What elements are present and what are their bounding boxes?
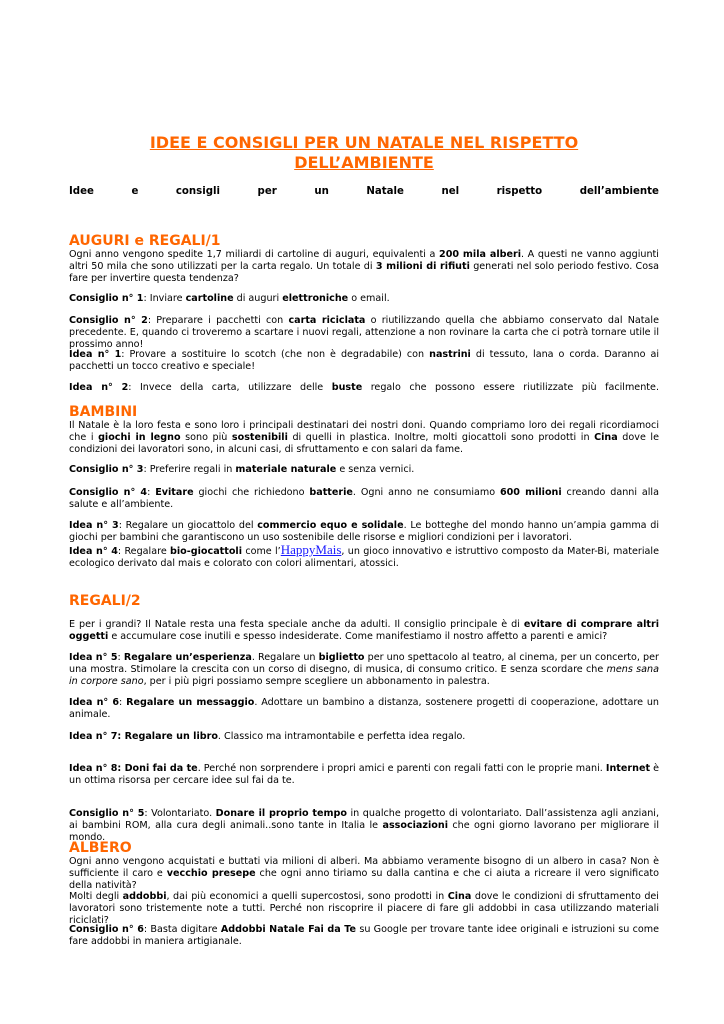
section-heading-bambini: BAMBINI [69, 404, 138, 420]
section-heading-auguri: AUGURI e REGALI/1 [69, 233, 221, 249]
subtitle-word: dell’ambiente [579, 186, 659, 197]
paragraph-consiglio-4: Consiglio n° 4: Evitare giochi che richiedono batterie. Ogni anno ne consumiamo 600 milioni creando danni alla salute e all’ambiente. [69, 487, 659, 510]
happymais-link[interactable]: HappyMais [280, 542, 342, 557]
paragraph-auguri-intro: Ogni anno vengono spedite 1,7 miliardi di cartoline di auguri, equivalenti a 200 mila alberi. A questi ne vanno aggiunti altri 50 mila che sono utilizzati per la carta regalo. Un totale di 3 milioni di rifiuti generati nel solo periodo festivo. Cosa fare per invertire questa tendenza? [69, 249, 659, 284]
paragraph-consiglio-5: Consiglio n° 5: Volontariato. Donare il proprio tempo in qualche progetto di volontariato. Dall’assistenza agli anziani, ai bambini ROM, alla cura degli animali..sono tante in Italia le associazioni che ogni giorno lavorano per migliorare il mondo. [69, 808, 660, 843]
document-title [69, 133, 659, 173]
paragraph-regali2-intro: E per i grandi? Il Natale resta una festa speciale anche da adulti. Il consiglio principale è di evitare di comprare altri oggetti e accumulare cose inutili e spesso indesiderate. Come manifestiamo il nostro affetto a parenti e amici? [69, 619, 660, 642]
paragraph-bambini-intro: Il Natale è la loro festa e sono loro i principali destinatari dei nostri doni. Quando compriamo loro dei regali ricordiamoci che i giochi in legno sono più sostenibili di quelli in plastica. Inoltre, molti giocattoli sono prodotti in Cina dove le condizioni dei lavoratori sono, in alcuni casi, di sfruttamento e con salari da fame. [69, 420, 659, 455]
subtitle-word: per [257, 186, 277, 197]
paragraph-consiglio-6: Consiglio n° 6: Basta digitare Addobbi Natale Fai da Te su Google per trovare tante idee originali e istruzioni su come fare addobbi in maniera artigianale. [69, 924, 659, 947]
subtitle-word: nel [441, 186, 460, 197]
paragraph-idea-8: Idea n° 8: Doni fai da te. Perché non sorprendere i propri amici e parenti con regali fatti con le proprie mani. Internet è un ottima risorsa per cercare idee sul fai da te. [69, 763, 660, 786]
paragraph-albero-intro: Ogni anno vengono acquistati e buttati via milioni di alberi. Ma abbiamo veramente bisogno di un albero in casa? Non è sufficiente il caro e vecchio presepe che ogni anno tiriamo su dalla cantina e che ci aiuta a ricreare il vero significato della natività? Molti degli addobbi, dai più economici a quelli supercostosi, sono prodotti in Cina dove le condizioni di sfruttamento dei lavoratori sono tristemente note a tutti. Perché non riscoprire il piacere di fare gli addobbi in casa utilizzando materiali riciclati? [69, 856, 659, 926]
subtitle-word: un [314, 186, 329, 197]
paragraph-consiglio-3: Consiglio n° 3: Preferire regali in materiale naturale e senza vernici. [69, 464, 415, 475]
title-line-2: DELL’AMBIENTE [294, 153, 434, 172]
section-heading-regali2: REGALI/2 [69, 593, 141, 609]
paragraph-idea-2: Idea n° 2: Invece della carta, utilizzare delle buste regalo che possono essere riutilizzate più facilmente. [69, 382, 659, 393]
paragraph-consiglio-2: Consiglio n° 2: Preparare i pacchetti con carta riciclata o riutilizzando quella che abbiamo conservato dal Natale precedente. E, quando ci troveremo a scartare i nuovi regali, attenzione a non rovinare la carta che ci potrà tornare utile il prossimo anno! [69, 315, 659, 350]
paragraph-idea-5: Idea n° 5: Regalare un’esperienza. Regalare un biglietto per uno spettacolo al teatro, al cinema, per un concerto, per una mostra. Stimolare la crescita con un corso di disegno, di musica, di consumo critico. E senza scordare che mens sana in corpore sano, per i più pigri possiamo sempre scegliere un abbonamento in palestra. [69, 652, 659, 687]
paragraph-consiglio-1: Consiglio n° 1: Inviare cartoline di auguri elettroniche o email. [69, 293, 390, 304]
document-subtitle [69, 186, 659, 197]
paragraph-idea-4: Idea n° 4: Regalare bio-giocattoli come l’HappyMais, un gioco innovativo e istruttivo composto da Mater-Bi, materiale ecologico derivato dal mais e colorato con colori alimentari, atossici. [69, 542, 659, 569]
paragraph-idea-1: Idea n° 1: Provare a sostituire lo scotch (che non è degradabile) con nastrini di tessuto, lana o corda. Daranno ai pacchetti un tocco creativo e speciale! [69, 349, 659, 372]
subtitle-word: e [131, 186, 139, 197]
paragraph-idea-7: Idea n° 7: Regalare un libro. Classico ma intramontabile e perfetta idea regalo. [69, 731, 466, 742]
subtitle-word: Idee [69, 186, 94, 197]
subtitle-word: consigli [175, 186, 221, 197]
subtitle-word: Natale [366, 186, 404, 197]
title-line-1: IDEE E CONSIGLI PER UN NATALE NEL RISPETTO [149, 133, 579, 152]
subtitle-word: rispetto [496, 186, 543, 197]
paragraph-idea-6: Idea n° 6: Regalare un messaggio. Adottare un bambino a distanza, sostenere progetti di cooperazione, adottare un animale. [69, 697, 659, 720]
paragraph-idea-3: Idea n° 3: Regalare un giocattolo del commercio equo e solidale. Le botteghe del mondo hanno un’ampia gamma di giochi per bambini che garantiscono un uso sostenibile delle risorse e migliori condizioni per i lavoratori. [69, 520, 660, 543]
section-heading-albero: ALBERO [69, 840, 132, 856]
